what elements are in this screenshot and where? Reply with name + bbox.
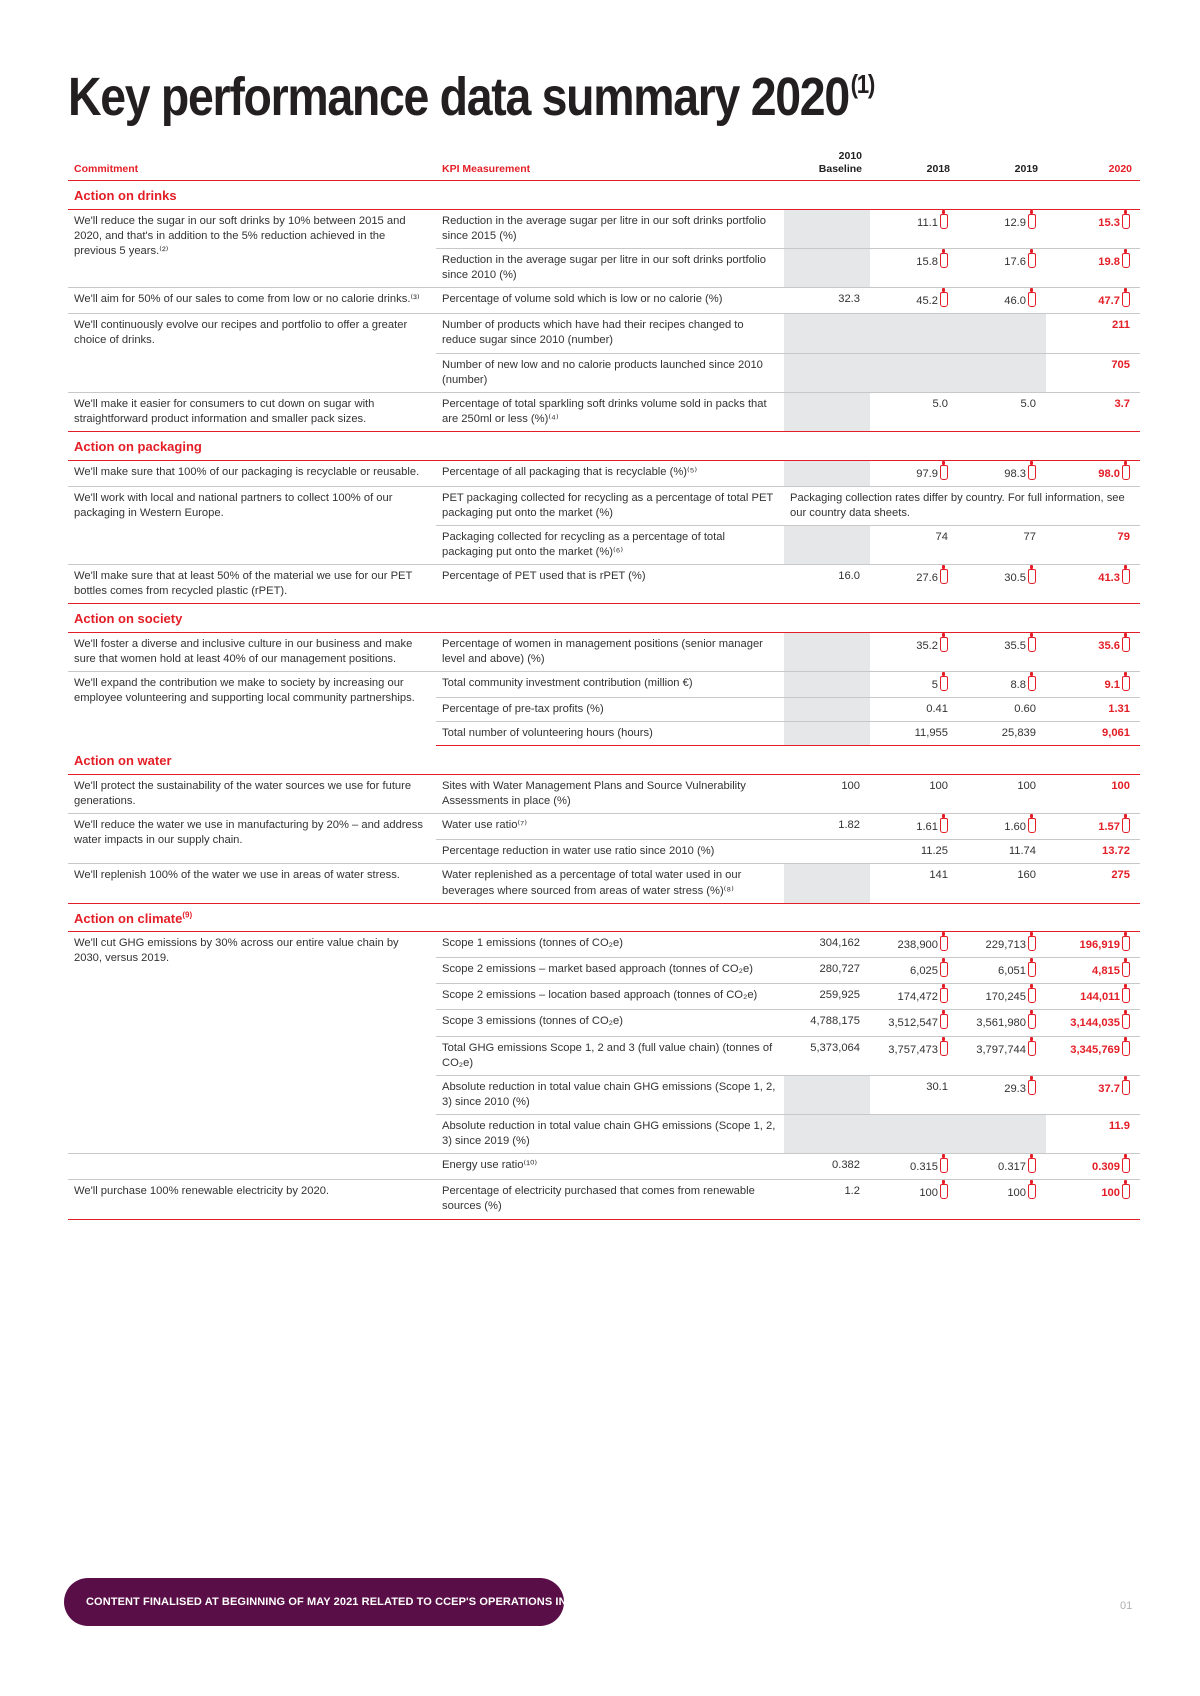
table-row bbox=[68, 1180, 1140, 1219]
value-2019: 3,561,980 bbox=[958, 1010, 1046, 1036]
bottle-icon bbox=[940, 818, 948, 833]
value-baseline bbox=[784, 460, 870, 486]
section-water: Action on water bbox=[68, 746, 1140, 775]
kpi-text: Reduction in the average sugar per litre in our soft drinks portfolio since 2010 (%) bbox=[436, 249, 784, 288]
bottle-icon bbox=[940, 676, 948, 691]
bottle-icon bbox=[1122, 1184, 1130, 1199]
kpi-text: Absolute reduction in total value chain GHG emissions (Scope 1, 2, 3) since 2010 (%) bbox=[436, 1075, 784, 1114]
table-row bbox=[68, 460, 1140, 486]
kpi-text: Percentage of all packaging that is recyclable (%)⁽⁵⁾ bbox=[436, 460, 784, 486]
commitment-text: We'll protect the sustainability of the water sources we use for future generations. bbox=[68, 774, 436, 813]
table-row bbox=[68, 814, 1140, 840]
value-2018: 5.0 bbox=[870, 392, 958, 431]
bottle-icon bbox=[940, 988, 948, 1003]
kpi-text: PET packaging collected for recycling as a percentage of total PET packaging put onto the market (%) bbox=[436, 486, 784, 525]
commitment-text: We'll replenish 100% of the water we use in areas of water stress. bbox=[68, 864, 436, 903]
section-packaging: Action on packaging bbox=[68, 432, 1140, 461]
value-2018: 11.1 bbox=[870, 209, 958, 248]
value-baseline: 32.3 bbox=[784, 288, 870, 314]
header-commitment: Commitment bbox=[68, 150, 436, 181]
table-row bbox=[68, 1154, 1140, 1180]
footer-banner: CONTENT FINALISED AT BEGINNING OF MAY 2021 RELATED TO CCEP'S OPERATIONS IN WESTERN EUROPE bbox=[64, 1578, 564, 1626]
bottle-icon bbox=[1122, 569, 1130, 584]
table-row bbox=[68, 209, 1140, 248]
table-row bbox=[68, 632, 1140, 671]
kpi-text: Percentage of volume sold which is low or no calorie (%) bbox=[436, 288, 784, 314]
bottle-icon bbox=[1122, 253, 1130, 268]
value-baseline bbox=[784, 722, 870, 746]
value-2020: 3,345,769 bbox=[1046, 1036, 1140, 1075]
table-row bbox=[68, 565, 1140, 604]
value-2020: 79 bbox=[1046, 525, 1140, 564]
bottle-icon bbox=[1028, 1080, 1036, 1095]
value-2018: 45.2 bbox=[870, 288, 958, 314]
value-baseline: 0.382 bbox=[784, 1154, 870, 1180]
kpi-text: Scope 2 emissions – market based approach (tonnes of CO₂e) bbox=[436, 958, 784, 984]
bottle-icon bbox=[1028, 1184, 1036, 1199]
section-drinks: Action on drinks bbox=[68, 181, 1140, 210]
value-2019: 77 bbox=[958, 525, 1046, 564]
bottle-icon bbox=[1028, 637, 1036, 652]
value-baseline: 304,162 bbox=[784, 932, 870, 958]
bottle-icon bbox=[1028, 253, 1036, 268]
kpi-text: Absolute reduction in total value chain GHG emissions (Scope 1, 2, 3) since 2019 (%) bbox=[436, 1115, 784, 1154]
bottle-icon bbox=[1028, 569, 1036, 584]
value-not-reported bbox=[784, 1115, 1046, 1154]
value-2019: 170,245 bbox=[958, 984, 1046, 1010]
value-baseline bbox=[784, 525, 870, 564]
value-2020: 100 bbox=[1046, 774, 1140, 813]
value-2019: 8.8 bbox=[958, 672, 1046, 698]
value-2020: 11.9 bbox=[1046, 1115, 1140, 1154]
value-baseline: 280,727 bbox=[784, 958, 870, 984]
value-baseline bbox=[784, 1075, 870, 1114]
kpi-text: Percentage of electricity purchased that comes from renewable sources (%) bbox=[436, 1180, 784, 1219]
value-2019: 100 bbox=[958, 1180, 1046, 1219]
value-not-reported bbox=[784, 314, 1046, 353]
value-2020: 9,061 bbox=[1046, 722, 1140, 746]
bottle-icon bbox=[940, 1041, 948, 1056]
page-number: 01 bbox=[1120, 1600, 1133, 1612]
value-2019: 30.5 bbox=[958, 565, 1046, 604]
header-baseline: 2010 Baseline bbox=[784, 150, 870, 181]
table-header-row bbox=[68, 150, 1140, 181]
bottle-icon bbox=[1028, 214, 1036, 229]
kpi-text: Percentage of total sparkling soft drinks volume sold in packs that are 250ml or less (%)⁽⁴⁾ bbox=[436, 392, 784, 431]
value-2018: 11,955 bbox=[870, 722, 958, 746]
kpi-table bbox=[68, 150, 1140, 1220]
bottle-icon bbox=[1122, 1080, 1130, 1095]
value-2020: 9.1 bbox=[1046, 672, 1140, 698]
kpi-text: Sites with Water Management Plans and Source Vulnerability Assessments in place (%) bbox=[436, 774, 784, 813]
value-2018: 100 bbox=[870, 1180, 958, 1219]
value-2019: 160 bbox=[958, 864, 1046, 903]
value-baseline bbox=[784, 864, 870, 903]
value-2019: 35.5 bbox=[958, 632, 1046, 671]
value-2018: 3,512,547 bbox=[870, 1010, 958, 1036]
value-2020: 196,919 bbox=[1046, 932, 1140, 958]
value-baseline: 1.82 bbox=[784, 814, 870, 840]
value-2020: 1.31 bbox=[1046, 698, 1140, 722]
kpi-text: Total GHG emissions Scope 1, 2 and 3 (full value chain) (tonnes of CO₂e) bbox=[436, 1036, 784, 1075]
bottle-icon bbox=[1028, 988, 1036, 1003]
bottle-icon bbox=[940, 936, 948, 951]
value-2018: 74 bbox=[870, 525, 958, 564]
kpi-text: Water use ratio⁽⁷⁾ bbox=[436, 814, 784, 840]
commitment-text: We'll work with local and national partners to collect 100% of our packaging in Western Europe. bbox=[68, 486, 436, 564]
value-2018: 11.25 bbox=[870, 840, 958, 864]
commitment-text: We'll reduce the water we use in manufacturing by 20% – and address water impacts in our supply chain. bbox=[68, 814, 436, 864]
value-2020: 4,815 bbox=[1046, 958, 1140, 984]
value-2018: 5 bbox=[870, 672, 958, 698]
value-2018: 0.41 bbox=[870, 698, 958, 722]
value-2020: 211 bbox=[1046, 314, 1140, 353]
kpi-text: Total number of volunteering hours (hours) bbox=[436, 722, 784, 746]
bottle-icon bbox=[940, 1014, 948, 1029]
value-2020: 100 bbox=[1046, 1180, 1140, 1219]
value-baseline bbox=[784, 698, 870, 722]
value-2018: 35.2 bbox=[870, 632, 958, 671]
table-row bbox=[68, 288, 1140, 314]
value-baseline bbox=[784, 840, 870, 864]
bottle-icon bbox=[1122, 637, 1130, 652]
kpi-text: Total community investment contribution (million €) bbox=[436, 672, 784, 698]
table-row bbox=[68, 486, 1140, 525]
bottle-icon bbox=[940, 253, 948, 268]
value-2020: 41.3 bbox=[1046, 565, 1140, 604]
bottle-icon bbox=[1122, 818, 1130, 833]
value-2020: 0.309 bbox=[1046, 1154, 1140, 1180]
value-2018: 238,900 bbox=[870, 932, 958, 958]
bottle-icon bbox=[1122, 292, 1130, 307]
commitment-text: We'll cut GHG emissions by 30% across our entire value chain by 2030, versus 2019. bbox=[68, 932, 436, 1154]
value-2020: 13.72 bbox=[1046, 840, 1140, 864]
page-title: Key performance data summary 2020$^{(1)}$ bbox=[68, 67, 875, 127]
value-2019: 46.0 bbox=[958, 288, 1046, 314]
header-2018: 2018 bbox=[870, 150, 958, 181]
value-baseline: 4,788,175 bbox=[784, 1010, 870, 1036]
value-2018: 3,757,473 bbox=[870, 1036, 958, 1075]
value-2018: 0.315 bbox=[870, 1154, 958, 1180]
bottle-icon bbox=[940, 962, 948, 977]
kpi-text: Scope 3 emissions (tonnes of CO₂e) bbox=[436, 1010, 784, 1036]
value-2019: 0.317 bbox=[958, 1154, 1046, 1180]
value-baseline bbox=[784, 392, 870, 431]
bottle-icon bbox=[1122, 1041, 1130, 1056]
value-2019: 98.3 bbox=[958, 460, 1046, 486]
kpi-text: Scope 1 emissions (tonnes of CO₂e) bbox=[436, 932, 784, 958]
commitment-text: We'll reduce the sugar in our soft drinks by 10% between 2015 and 2020, and that's in addition to the 5% reduction achieved in the previous 5 years.⁽²⁾ bbox=[68, 209, 436, 287]
bottle-icon bbox=[1028, 1014, 1036, 1029]
value-baseline bbox=[784, 209, 870, 248]
table-row bbox=[68, 864, 1140, 903]
bottle-icon bbox=[1122, 988, 1130, 1003]
bottle-icon bbox=[1122, 1158, 1130, 1173]
value-2019: 12.9 bbox=[958, 209, 1046, 248]
value-2018: 30.1 bbox=[870, 1075, 958, 1114]
value-2019: 29.3 bbox=[958, 1075, 1046, 1114]
value-baseline: 16.0 bbox=[784, 565, 870, 604]
value-baseline: 1.2 bbox=[784, 1180, 870, 1219]
value-2020: 705 bbox=[1046, 353, 1140, 392]
kpi-text: Water replenished as a percentage of total water used in our beverages where sourced from areas of water stress (%)⁽⁸⁾ bbox=[436, 864, 784, 903]
bottle-icon bbox=[1028, 936, 1036, 951]
value-2018: 100 bbox=[870, 774, 958, 813]
table-row bbox=[68, 392, 1140, 431]
value-2020: 3,144,035 bbox=[1046, 1010, 1140, 1036]
commitment-text: We'll continuously evolve our recipes and portfolio to offer a greater choice of drinks. bbox=[68, 314, 436, 392]
value-2018: 97.9 bbox=[870, 460, 958, 486]
value-2019: 1.60 bbox=[958, 814, 1046, 840]
commitment-text bbox=[68, 1154, 436, 1180]
value-2020: 37.7 bbox=[1046, 1075, 1140, 1114]
value-2018: 27.6 bbox=[870, 565, 958, 604]
value-2019: 0.60 bbox=[958, 698, 1046, 722]
commitment-text: We'll expand the contribution we make to society by increasing our employee volunteering and supporting local community partnerships. bbox=[74, 677, 415, 705]
kpi-text: Number of products which have had their recipes changed to reduce sugar since 2010 (number) bbox=[436, 314, 784, 353]
table-row bbox=[68, 672, 1140, 698]
kpi-text: Scope 2 emissions – location based approach (tonnes of CO₂e) bbox=[436, 984, 784, 1010]
value-baseline bbox=[784, 672, 870, 698]
commitment-text: We'll make sure that at least 50% of the material we use for our PET bottles comes from recycled plastic (rPET). bbox=[68, 565, 436, 604]
commitment-text: We'll make sure that 100% of our packaging is recyclable or reusable. bbox=[68, 460, 436, 486]
kpi-text: Packaging collected for recycling as a percentage of total packaging put onto the market (%)⁽⁶⁾ bbox=[436, 525, 784, 564]
kpi-text: Number of new low and no calorie products launched since 2010 (number) bbox=[436, 353, 784, 392]
value-2019: 5.0 bbox=[958, 392, 1046, 431]
bottle-icon bbox=[940, 1158, 948, 1173]
value-2020: 3.7 bbox=[1046, 392, 1140, 431]
bottle-icon bbox=[1028, 465, 1036, 480]
value-baseline: 5,373,064 bbox=[784, 1036, 870, 1075]
kpi-text: Energy use ratio⁽¹⁰⁾ bbox=[436, 1154, 784, 1180]
bottle-icon bbox=[1122, 465, 1130, 480]
bottle-icon bbox=[1028, 1041, 1036, 1056]
value-2019: 3,797,744 bbox=[958, 1036, 1046, 1075]
value-2019: 6,051 bbox=[958, 958, 1046, 984]
bottle-icon bbox=[1028, 676, 1036, 691]
kpi-text: Reduction in the average sugar per litre in our soft drinks portfolio since 2015 (%) bbox=[436, 209, 784, 248]
value-2018: 141 bbox=[870, 864, 958, 903]
commitment-text: We'll foster a diverse and inclusive culture in our business and make sure that women hold at least 40% of our management positions. bbox=[68, 632, 436, 671]
section-society: Action on society bbox=[68, 604, 1140, 633]
table-row bbox=[68, 774, 1140, 813]
value-baseline bbox=[784, 249, 870, 288]
bottle-icon bbox=[1122, 214, 1130, 229]
kpi-text: Percentage of women in management positions (senior manager level and above) (%) bbox=[436, 632, 784, 671]
value-baseline bbox=[784, 632, 870, 671]
kpi-text: Percentage reduction in water use ratio since 2010 (%) bbox=[436, 840, 784, 864]
kpi-text: Percentage of pre-tax profits (%) bbox=[436, 698, 784, 722]
value-2018: 15.8 bbox=[870, 249, 958, 288]
bottle-icon bbox=[940, 465, 948, 480]
value-2019: 100 bbox=[958, 774, 1046, 813]
bottle-icon bbox=[1122, 676, 1130, 691]
header-2020: 2020 bbox=[1046, 150, 1140, 181]
bottle-icon bbox=[1028, 818, 1036, 833]
bottle-icon bbox=[1028, 292, 1036, 307]
value-not-reported bbox=[784, 353, 1046, 392]
commitment-text: We'll make it easier for consumers to cut down on sugar with straightforward product information and smaller pack sizes. bbox=[68, 392, 436, 431]
bottle-icon bbox=[1122, 1014, 1130, 1029]
value-2020: 275 bbox=[1046, 864, 1140, 903]
bottle-icon bbox=[940, 637, 948, 652]
value-2019: 17.6 bbox=[958, 249, 1046, 288]
value-2019: 11.74 bbox=[958, 840, 1046, 864]
header-kpi: KPI Measurement bbox=[436, 150, 784, 181]
value-2018: 1.61 bbox=[870, 814, 958, 840]
value-2020: 144,011 bbox=[1046, 984, 1140, 1010]
value-2020: 35.6 bbox=[1046, 632, 1140, 671]
bottle-icon bbox=[940, 569, 948, 584]
value-2020: 47.7 bbox=[1046, 288, 1140, 314]
bottle-icon bbox=[1028, 1158, 1036, 1173]
table-row bbox=[68, 932, 1140, 958]
bottle-icon bbox=[1028, 962, 1036, 977]
value-2019: 25,839 bbox=[958, 722, 1046, 746]
value-2020: 19.8 bbox=[1046, 249, 1140, 288]
value-baseline: 259,925 bbox=[784, 984, 870, 1010]
commitment-text: We'll purchase 100% renewable electricity by 2020. bbox=[68, 1180, 436, 1219]
bottle-icon bbox=[940, 1184, 948, 1199]
header-2019: 2019 bbox=[958, 150, 1046, 181]
value-2020: 1.57 bbox=[1046, 814, 1140, 840]
value-baseline: 100 bbox=[784, 774, 870, 813]
section-climate: Action on climate$^{(9)}$ bbox=[68, 903, 1140, 932]
bottle-icon bbox=[940, 214, 948, 229]
value-2018: 174,472 bbox=[870, 984, 958, 1010]
value-2020: 15.3 bbox=[1046, 209, 1140, 248]
commitment-text: We'll aim for 50% of our sales to come from low or no calorie drinks.⁽³⁾ bbox=[68, 288, 436, 314]
bottle-icon bbox=[940, 292, 948, 307]
bottle-icon bbox=[1122, 962, 1130, 977]
value-2020: 98.0 bbox=[1046, 460, 1140, 486]
value-2018: 6,025 bbox=[870, 958, 958, 984]
packaging-collection-note: Packaging collection rates differ by country. For full information, see our country data sheets. bbox=[784, 486, 1140, 525]
bottle-icon bbox=[1122, 936, 1130, 951]
kpi-text: Percentage of PET used that is rPET (%) bbox=[436, 565, 784, 604]
value-2019: 229,713 bbox=[958, 932, 1046, 958]
table-row bbox=[68, 314, 1140, 353]
